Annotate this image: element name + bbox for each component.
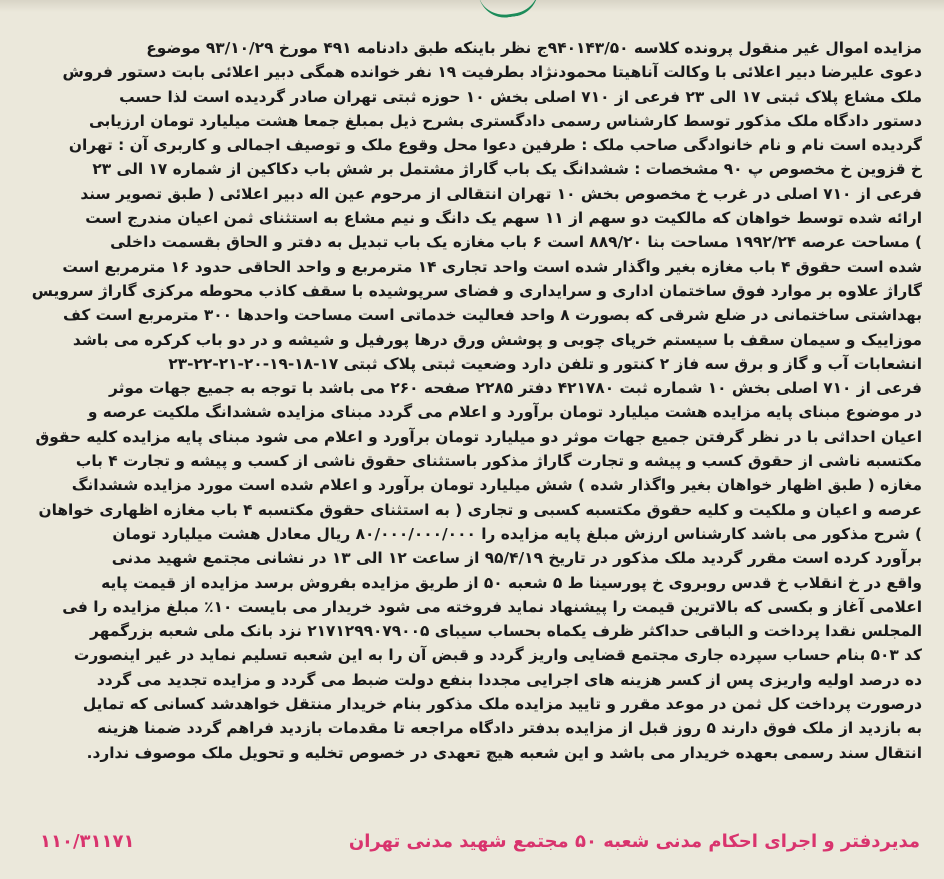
notice-line: به بازدید از ملک فوق دارند ۵ روز قبل از مزایده بدفتر دادگاه مراجعه تا مقدمات بازدید فراهم گردد ضمنا هزینه (97, 719, 922, 738)
notice-line: دعوی علیرضا دبیر اعلائی با وکالت آناهیتا محمودنژاد بطرفیت ۱۹ نفر خوانده همگی دبیر اعلائی بابت دستور فروش (62, 63, 922, 82)
notice-line: مغازه ( طبق اظهار خواهان بغیر واگذار شده ) شش میلیارد تومان برآورد و اعلام شده است مورد مزایده ششدانگ (71, 476, 922, 495)
notice-line: انتقال سند رسمی بعهده خریدار می باشد و این شعبه هیچ تعهدی در خصوص تخلیه و تحویل ملک موصوف ندارد. (86, 743, 922, 762)
notice-line: ده درصد اولیه واریزی پس از کسر هزینه های اجرایی مجددا بنفع دولت ضبط می گردد و مزایده تجدید می گردد (96, 670, 922, 689)
notice-line: شده است حقوق ۴ باب مغازه بغیر واگذار شده است واحد تجاری ۱۴ مترمربع و واحد الحاقی حدود ۱۶ مترمربع است (62, 257, 922, 276)
notice-line: خ قزوین خ مخصوص پ ۹۰ مشخصات : ششدانگ یک باب گاراژ مشتمل بر شش باب دکاکین از شماره ۱۷ الی ۲۳ (92, 160, 922, 179)
notice-line: المجلس نقدا پرداخت و الباقی حداکثر ظرف یکماه بحساب سیبای ۲۱۷۱۲۹۹۰۷۹۰۰۵ نزد بانک ملی شعبه بزرگمهر (90, 622, 922, 641)
notice-line: کد ۵۰۳ بنام حساب سپرده جاری مجتمع قضایی واریز گردد و قبض آن را به این شعبه تسلیم نماید در غیر اینصورت (73, 646, 922, 665)
notice-line: ) مساحت عرصه ۱۹۹۲/۲۴ مساحت بنا ۸۸۹/۲۰ است ۶ باب مغازه یک باب تبدیل به دفتر و الحاق بقسمت داخلی (110, 233, 922, 252)
notice-line: درصورت پرداخت کل ثمن در موعد مقرر و تایید مزایده ملک مذکور بنام خریدار منتقل خواهدشد کسانی که تمایل (82, 695, 922, 714)
notice-line: ملک مشاع پلاک ثبتی ۱۷ الی ۲۳ فرعی از ۷۱۰ اصلی بخش ۱۰ حوزه ثبتی تهران صادر گردیده است لذا حسب (119, 87, 922, 106)
notice-line: گردیده است نام و نام خانوادگی صاحب ملک : طرفین دعوا محل وقوع ملک و توصیف اجمالی و کاربری آن : تهران (68, 136, 922, 155)
notice-line: اعیان احداثی با در نظر گرفتن جمیع جهات موثر دو میلیارد تومان برآورد و اعلام می شود مبنای پایه مزایده کلیه حقوق (35, 427, 922, 446)
notice-line: اعلامی آغاز و بکسی که بالاترین قیمت را پیشنهاد نماید فروخته می شود خریدار می بایست ۱۰٪ مبلغ مزایده را فی (62, 597, 922, 616)
scan-top-edge (0, 0, 944, 12)
notice-line: مزایده اموال غیر منقول پرونده کلاسه ۹۴۰۱۴۳/۵۰ج نظر باینکه طبق دادنامه ۴۹۱ مورخ ۹۳/۱۰/۲۹ موضوع (146, 39, 922, 57)
notice-line: بهداشتی ساختمانی در ضلع شرقی که بصورت ۸ واحد فعالیت خدماتی است مساحت واحدها ۳۰۰ مترمربع است کف (63, 306, 922, 325)
notice-line: دستور دادگاه ملک مذکور توسط کارشناس رسمی دادگستری بشرح ذیل بمبلغ جمعا هشت میلیارد تومان ارزیابی (88, 111, 922, 130)
notice-line: فرعی از ۷۱۰ اصلی در غرب خ مخصوص بخش ۱۰ تهران انتقالی از مرحوم عین اله دبیر اعلائی ( طبق تصویر سند (80, 184, 922, 203)
notice-line: برآورد کرده است مقرر گردید ملک مذکور در تاریخ ۹۵/۴/۱۹ از ساعت ۱۲ الی ۱۳ در نشانی مجتمع شهید مدنی (111, 549, 922, 568)
notice-line: مکتسبه ناشی از حقوق کسب و پیشه و تجارت گاراژ مذکور باستثنای حقوق ناشی از کسب و پیشه و تجارت ۴ باب (75, 452, 922, 471)
notice-line: ) شرح مذکور می باشد کارشناس ارزش مبلغ پایه مزایده را ۸۰/۰۰۰/۰۰۰/۰۰۰ ریال معادل هشت میلیارد تومان (112, 524, 922, 543)
notice-line: موزاییک و سیمان سقف با سیستم خرپای چوبی و پوشش ورق درها پورفیل و شیشه و در دو باب کرکره می باشد (72, 330, 922, 349)
notice-line: انشعابات آب و گاز و برق سه فاز ۲ کنتور و تلفن دارد وضعیت ثبتی پلاک ثبتی ۱۷-۱۸-۱۹-۲۰-۲۱-۲۲-۲۳ (168, 354, 922, 373)
notice-line: ارائه شده توسط خواهان که مالکیت دو سهم از ۱۱ سهم یک دانگ و نیم مشاع به استثنای ثمن اعیان مندرج است (85, 209, 922, 228)
notice-line: عرصه و اعیان و ملکیت و کلیه حقوق مکتسبه کسبی و تجاری ( به استثنای حقوق مکتسبه ۴ باب مغازه اظهاری خواهان (38, 500, 922, 519)
notice-footer (30, 826, 920, 856)
auction-notice-body (18, 36, 922, 765)
notice-line: واقع در خ انقلاب خ قدس روبروی خ پورسینا ط ۵ شعبه ۵۰ از طریق مزایده بفروش برسد مزایده از قیمت پایه (101, 573, 922, 592)
notice-line: گاراژ علاوه بر موارد فوق ساختمان اداری و سرایداری و فضای سرپوشیده با سقف کاذب محوطه مرکزی گاراژ سرویس (31, 281, 922, 300)
issuer-signature: مدیردفتر و اجرای احکام مدنی شعبه ۵۰ مجتمع شهید مدنی تهران (348, 830, 920, 852)
notice-line: در موضوع مبنای پایه مزایده هشت میلیارد تومان برآورد و اعلام می گردد مبنای مزایده ششدانگ ملکیت عرصه و (87, 403, 922, 422)
notice-code: ۱۱۰/۳۱۱۷۱ (40, 830, 135, 852)
notice-line: فرعی از ۷۱۰ اصلی بخش ۱۰ شماره ثبت ۴۲۱۷۸۰ دفتر ۲۲۸۵ صفحه ۲۶۰ می باشد با توجه به جمیع جهات موثر (109, 379, 922, 398)
